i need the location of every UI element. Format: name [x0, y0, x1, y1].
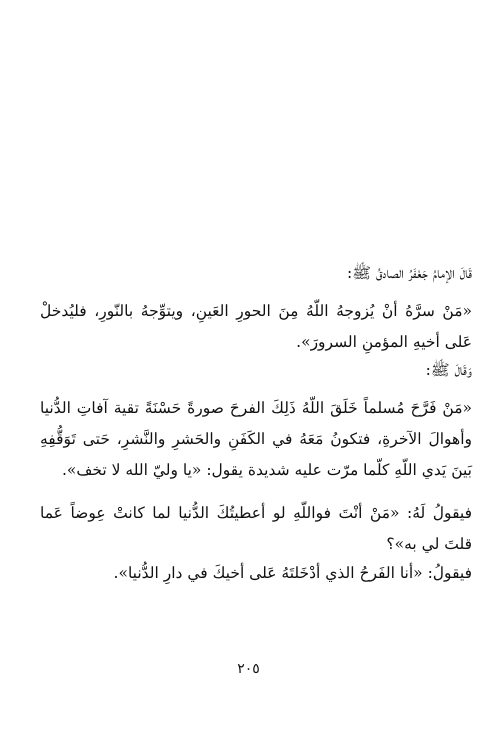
- heading-imam-saying: قَالَ الإمامُ جَعْفَرُ الصادقُ ﷺ:: [346, 264, 472, 282]
- dialogue-paragraph-1: فيقولُ لَهُ: «مَنْ أنْتَ فواللّهِ لو أعطيتُكَ الدُّنيا لما كانتْ عِوضاً عَما قلتَ لي به»؟: [40, 504, 472, 553]
- hadith-paragraph-1: «مَنْ سرَّهُ أنْ يُزوجهُ اللّهُ مِنَ الحورِ العَينِ، ويتوِّجهُ بالنّورِ، فليُدخلْ عَلى أخيهِ المؤمنِ السرورَ».: [40, 302, 472, 351]
- hadith-paragraph-2: «مَنْ فَرَّحَ مُسلماً خَلَقَ اللّهُ ذَلِكَ الفرحَ صورةً حَسْنَةً تقية آفاتِ الدُّنيا وأهوالَ الآخرةِ، فتكونُ مَعَهُ في الكَفَنِ والحَشرِ والنَّشرِ، حَتى تَوَقُّفِهِ بَينَ يَدي اللّهِ كلّما مرّت عليه شديدة يقول: «يا وليّ الله لا تخف».: [40, 399, 472, 479]
- dialogue-paragraph-2: فيقولُ: «أنا الفَرحُ الذي أدْخَلتَهُ عَلى أخيكَ في دارِ الدُّنيا».: [113, 564, 472, 582]
- page-number: ٢٠٥: [237, 661, 260, 677]
- heading-he-said: وَقَالَ ﷺ:: [425, 361, 472, 379]
